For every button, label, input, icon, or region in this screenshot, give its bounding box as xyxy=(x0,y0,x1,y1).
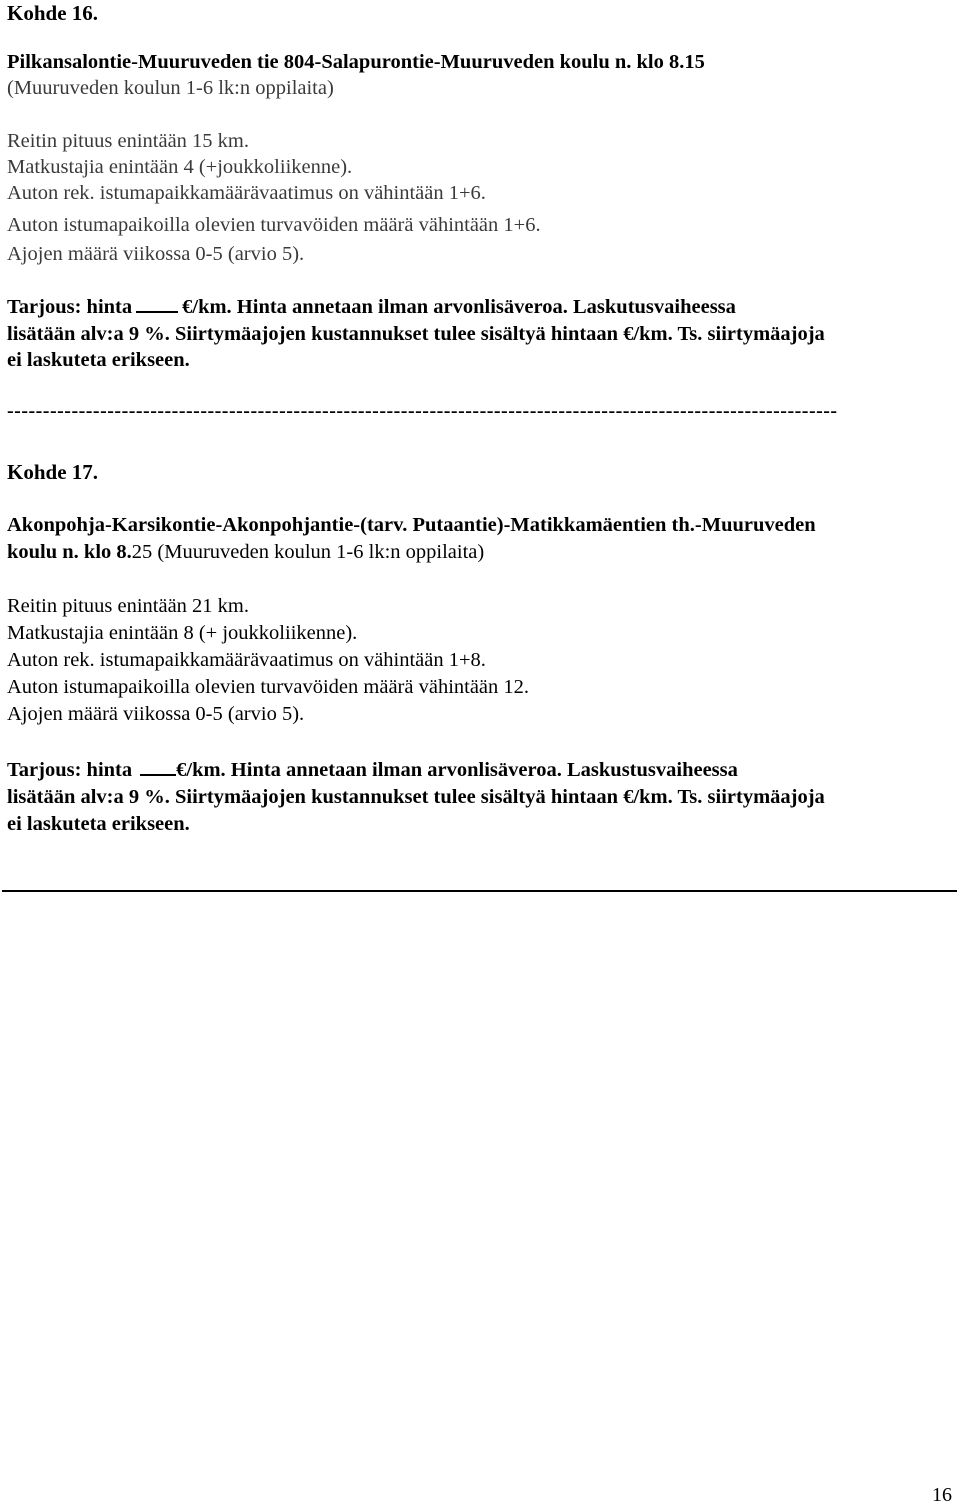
offer-prefix: Tarjous: hinta xyxy=(7,759,133,781)
section-16-heading: Kohde 16. xyxy=(7,1,99,25)
section-17-route-title-1: Akonpohja-Karsikontie-Akonpohjantie-(tarv. Putaantie)-Matikkamäentien th.-Muuruveden xyxy=(7,514,816,536)
price-blank-field xyxy=(140,758,176,776)
section-17-route-length: Reitin pituus enintään 21 km. xyxy=(7,595,249,617)
section-16-passengers: Matkustajia enintään 4 (+joukkoliikenne). xyxy=(7,156,353,178)
euro-sign: € xyxy=(182,296,193,318)
section-17-seat-requirement: Auton rek. istumapaikkamäärävaatimus on vähintään 1+8. xyxy=(7,649,486,671)
section-16-offer-line-1 xyxy=(7,294,736,320)
section-17-heading: Kohde 17. xyxy=(7,460,99,484)
route-title-normal-part: 25 (Muuruveden koulun 1-6 lk:n oppilaita) xyxy=(131,541,485,563)
section-17-trips-per-week: Ajojen määrä viikossa 0-5 (arvio 5). xyxy=(7,703,305,725)
section-16-route-subtitle: (Muuruveden koulun 1-6 lk:n oppilaita) xyxy=(7,77,334,99)
section-17-offer-line-3: ei laskuteta erikseen. xyxy=(7,813,190,835)
section-separator: -------------------------------------------------------------------------------------------------------------------- xyxy=(7,400,838,422)
offer-prefix: Tarjous: hinta xyxy=(7,296,133,318)
section-16-trips-per-week: Ajojen määrä viikossa 0-5 (arvio 5). xyxy=(7,243,305,265)
offer-text: €/km. Hinta annetaan ilman arvonlisäveroa. Laskustusvaiheessa xyxy=(176,759,738,781)
section-17-offer-line-2: lisätään alv:a 9 %. Siirtymäajojen kustannukset tulee sisältyä hintaan €/km. Ts. siirtymäajoja xyxy=(7,786,825,808)
offer-text: /km. Hinta annetaan ilman arvonlisäveroa. Laskutusvaiheessa xyxy=(192,296,736,318)
section-16-seat-requirement: Auton rek. istumapaikkamäärävaatimus on vähintään 1+6. xyxy=(7,182,486,204)
horizontal-rule xyxy=(2,890,957,892)
page-number: 16 xyxy=(932,1484,952,1506)
section-17-passengers: Matkustajia enintään 8 (+ joukkoliikenne). xyxy=(7,622,358,644)
route-title-bold-part: koulu n. klo 8. xyxy=(7,541,132,563)
section-17-route-title-2 xyxy=(7,539,484,565)
section-17-offer-line-1 xyxy=(7,757,738,783)
price-blank-field xyxy=(136,295,178,313)
section-16-route-length: Reitin pituus enintään 15 km. xyxy=(7,130,249,152)
section-16-offer-line-3: ei laskuteta erikseen. xyxy=(7,349,190,371)
section-16-route-title: Pilkansalontie-Muuruveden tie 804-Salapurontie-Muuruveden koulu n. klo 8.15 xyxy=(7,51,705,73)
section-16-offer-line-2: lisätään alv:a 9 %. Siirtymäajojen kustannukset tulee sisältyä hintaan €/km. Ts. siirtymäajoja xyxy=(7,323,825,345)
section-17-seatbelts: Auton istumapaikoilla olevien turvavöiden määrä vähintään 12. xyxy=(7,676,530,698)
section-16-seatbelts: Auton istumapaikoilla olevien turvavöiden määrä vähintään 1+6. xyxy=(7,214,541,236)
